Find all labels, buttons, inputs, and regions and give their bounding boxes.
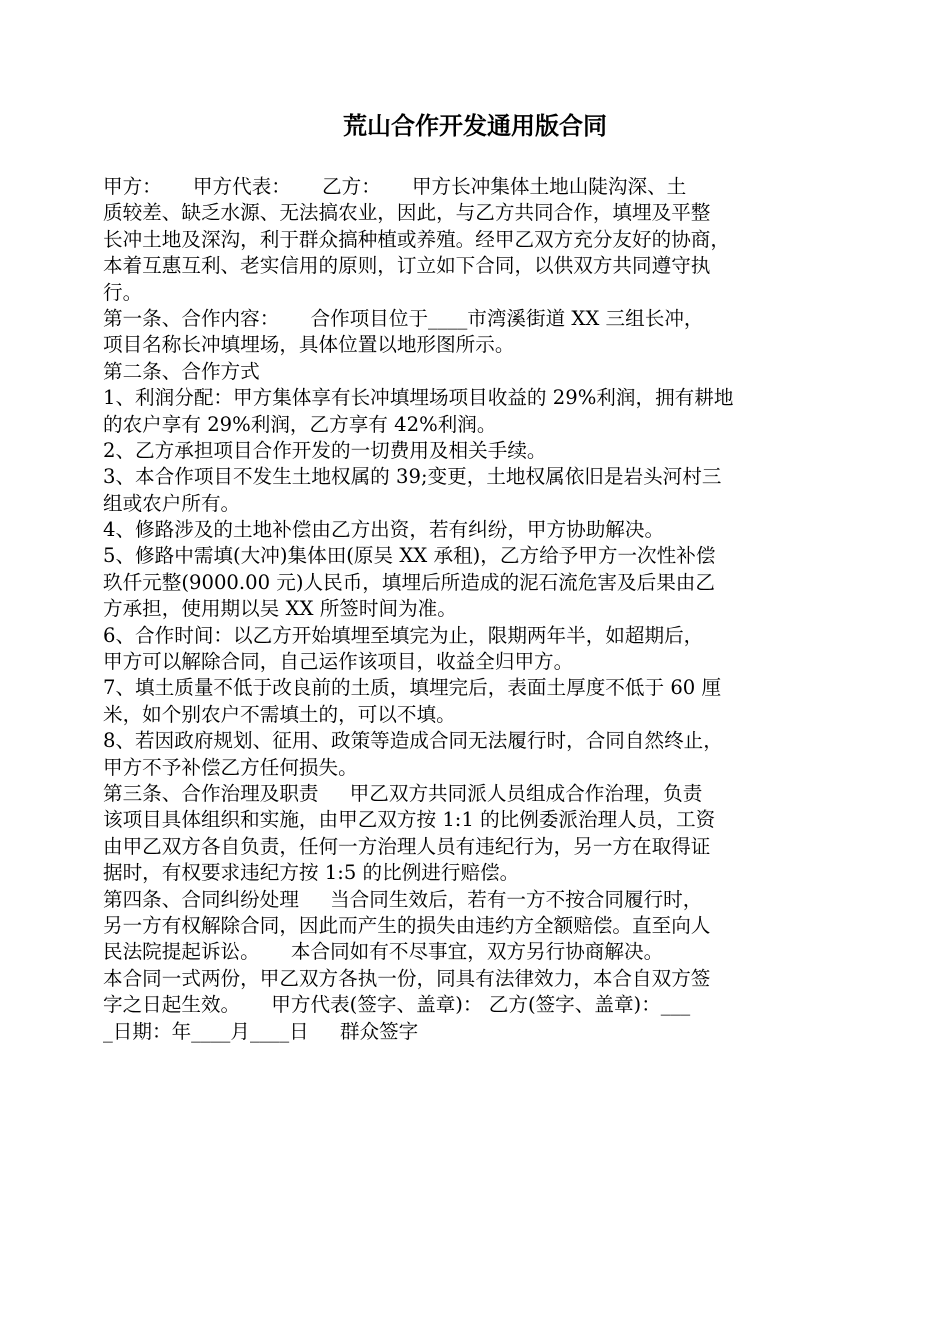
body-line: 组或农户所有。 [103, 491, 241, 515]
body-line: 米，如个别农户不需填土的，可以不填。 [103, 702, 456, 726]
body-line: 2、乙方承担项目合作开发的一切费用及相关手续。 [103, 438, 547, 462]
body-line: 该项目具体组织和实施，由甲乙双方按 1:1 的比例委派治理人员，工资 [103, 808, 716, 832]
body-line: 6、合作时间：以乙方开始填埋至填完为止，限期两年半，如超期后， [103, 623, 704, 647]
body-line: 第二条、合作方式 [103, 359, 260, 383]
body-line: 3、本合作项目不发生土地权属的 39;变更，土地权属依旧是岩头河村三 [103, 465, 722, 489]
body-line: 质较差、缺乏水源、无法搞农业，因此，与乙方共同合作，填埋及平整 [103, 201, 711, 225]
body-line: 8、若因政府规划、征用、政策等造成合同无法履行时，合同自然终止， [103, 729, 723, 753]
body-line: 民法院提起诉讼。 本合同如有不尽事宜，双方另行协商解决。 [103, 940, 664, 964]
body-line: 方承担，使用期以吴 XX 所签时间为准。 [103, 597, 457, 621]
body-line: _日期：年____月____日 群众签字 [103, 1019, 419, 1043]
body-line: 据时，有权要求违纪方按 1:5 的比例进行赔偿。 [103, 861, 520, 885]
body-line: 行。 [103, 280, 143, 304]
body-line: 的农户享有 29%利润，乙方享有 42%利润。 [103, 412, 497, 436]
body-line: 第三条、合作治理及职责 甲乙双方共同派人员组成合作治理，负责 [103, 781, 703, 805]
body-line: 由甲乙双方各自负责，任何一方治理人员有违纪行为，另一方在取得证 [103, 834, 711, 858]
body-line: 另一方有权解除合同，因此而产生的损失由违约方全额赔偿。直至向人 [103, 913, 711, 937]
body-line: 本着互惠互利、老实信用的原则，订立如下合同，以供双方共同遵守执 [103, 254, 711, 278]
body-line: 7、填土质量不低于改良前的土质，填埋完后，表面土厚度不低于 60 厘 [103, 676, 722, 700]
document-body [103, 174, 865, 1045]
body-line: 4、修路涉及的土地补偿由乙方出资，若有纠纷，甲方协助解决。 [103, 518, 665, 542]
body-line: 甲方可以解除合同，自己运作该项目，收益全归甲方。 [103, 650, 574, 674]
body-line: 第一条、合作内容： 合作项目位于____市湾溪街道 XX 三组长冲， [103, 306, 704, 330]
body-line: 长冲土地及深沟，利于群众搞种植或养殖。经甲乙双方充分友好的协商， [103, 227, 730, 251]
body-line: 本合同一式两份，甲乙双方各执一份，同具有法律效力，本合自双方签 [103, 966, 711, 990]
body-line: 1、利润分配：甲方集体享有长冲填埋场项目收益的 29%利润，拥有耕地 [103, 386, 734, 410]
document-title: 荒山合作开发通用版合同 [343, 112, 607, 140]
body-line: 字之日起生效。 甲方代表(签字、盖章)： 乙方(签字、盖章)：___ [103, 993, 691, 1017]
body-line: 第四条、合同纠纷处理 当合同生效后，若有一方不按合同履行时， [103, 887, 703, 911]
body-line: 5、修路中需填(大冲)集体田(原吴 XX 承租)，乙方给予甲方一次性补偿 [103, 544, 716, 568]
body-line: 甲方不予补偿乙方任何损失。 [103, 755, 358, 779]
body-line: 玖仟元整(9000.00 元)人民币，填埋后所造成的泥石流危害及后果由乙 [103, 570, 715, 594]
body-line: 项目名称长冲填埋场，具体位置以地形图所示。 [103, 333, 515, 357]
body-line: 甲方： 甲方代表： 乙方： 甲方长冲集体土地山陡沟深、土 [103, 175, 687, 198]
